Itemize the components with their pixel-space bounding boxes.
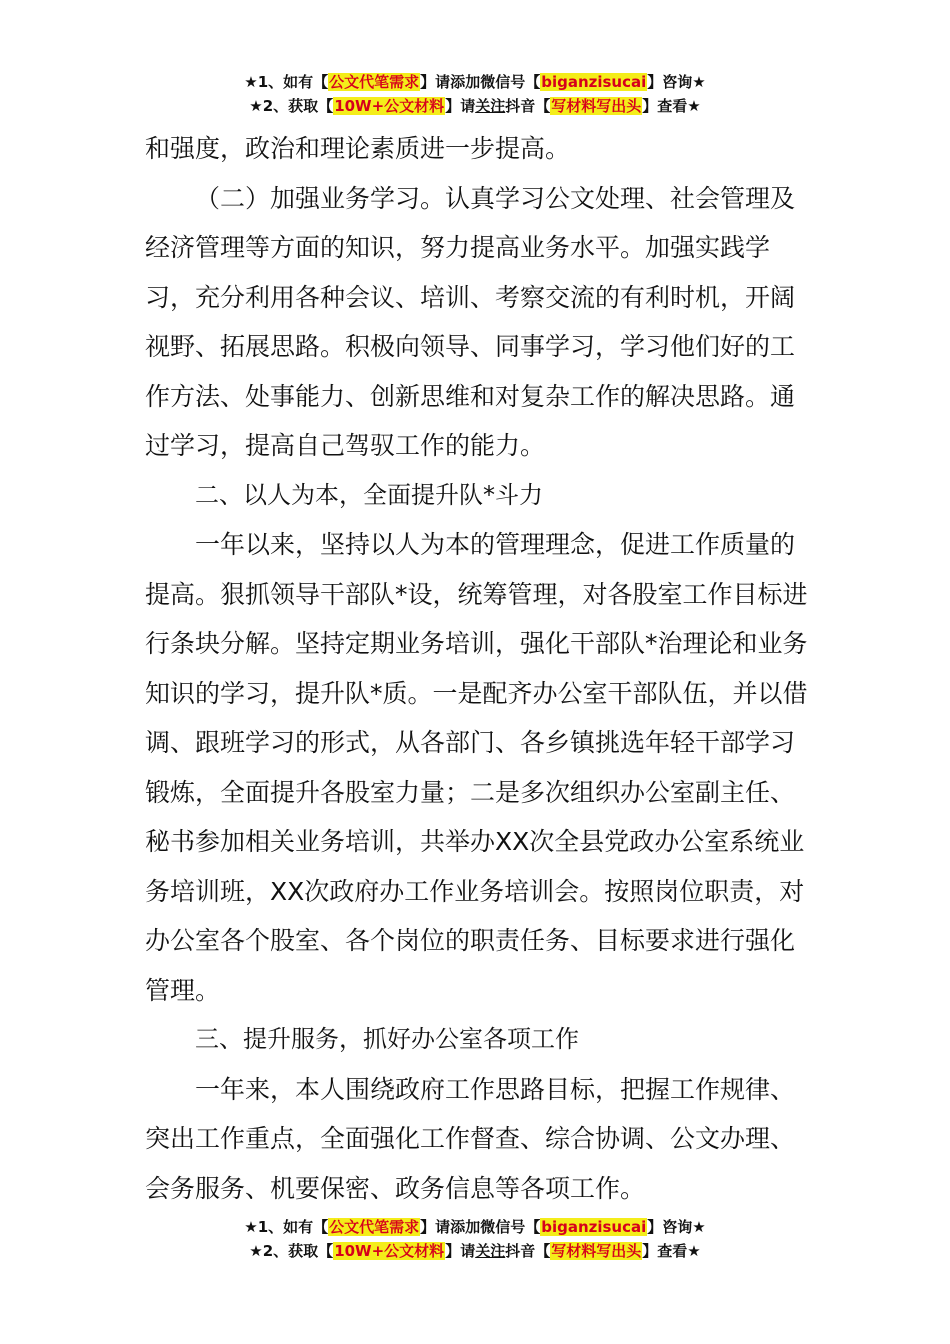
section-heading-3: 三、提升服务，抓好办公室各项工作 [195, 1025, 579, 1053]
document-body [145, 124, 815, 1213]
paragraph-continuation: 和强度，政治和理论素质进一步提高。 [145, 134, 571, 163]
highlight-wechat-id: biganzisucai [541, 1218, 647, 1236]
highlight-douyin-account: 写材料写出头 [551, 97, 642, 115]
banner-line-2: ★2、获取【10W+公文材料】请关注抖音【写材料写出头】查看★ [249, 1242, 701, 1260]
highlight-service: 公文代笔需求 [329, 1218, 420, 1236]
highlight-douyin-account: 写材料写出头 [551, 1242, 642, 1260]
paragraph-team-building: 一年以来，坚持以人为本的管理理念，促进工作质量的提高。狠抓领导干部队*设，统筹管理，对各股室工作目标进行条块分解。坚持定期业务培训，强化干部队*治理论和业务知识的学习，提升队*质。一是配齐办公室干部队伍，并以借调、跟班学习的形式，从各部门、各乡镇挑选年轻干部学习锻炼，全面提升各股室力量；二是多次组织办公室副主任、秘书参加相关业务培训，共举办XX次全县党政办公室系统业务培训班，XX次政府办工作业务培训会。按照岗位职责，对办公室各个股室、各个岗位的职责任务、目标要求进行强化管理。 [145, 530, 808, 1005]
paragraph-service: 一年来，本人围绕政府工作思路目标，把握工作规律、突出工作重点，全面强化工作督查、综合协调、公文办理、会务服务、机要保密、政务信息等各项工作。 [145, 1074, 796, 1203]
highlight-materials: 10W+公文材料 [334, 97, 445, 115]
banner-line-2: ★2、获取【10W+公文材料】请关注抖音【写材料写出头】查看★ [249, 97, 701, 115]
paragraph-business-study: （二）加强业务学习。认真学习公文处理、社会管理及经济管理等方面的知识，努力提高业务水平。加强实践学习，充分利用各种会议、培训、考察交流的有利时机，开阔视野、拓展思路。积极向领导、同事学习，学习他们好的工作方法、处事能力、创新思维和对复杂工作的解决思路。通过学习，提高自己驾驭工作的能力。 [145, 183, 796, 460]
header-banner [0, 70, 950, 118]
section-heading-2: 二、以人为本，全面提升队*斗力 [195, 480, 543, 509]
highlight-materials: 10W+公文材料 [334, 1242, 445, 1260]
banner-line-1: ★1、如有【公文代笔需求】请添加微信号【biganzisucai】咨询★ [244, 73, 706, 91]
highlight-wechat-id: biganzisucai [541, 73, 647, 91]
footer-banner [0, 1215, 950, 1263]
highlight-service: 公文代笔需求 [329, 73, 420, 91]
banner-line-1: ★1、如有【公文代笔需求】请添加微信号【biganzisucai】咨询★ [244, 1218, 706, 1236]
